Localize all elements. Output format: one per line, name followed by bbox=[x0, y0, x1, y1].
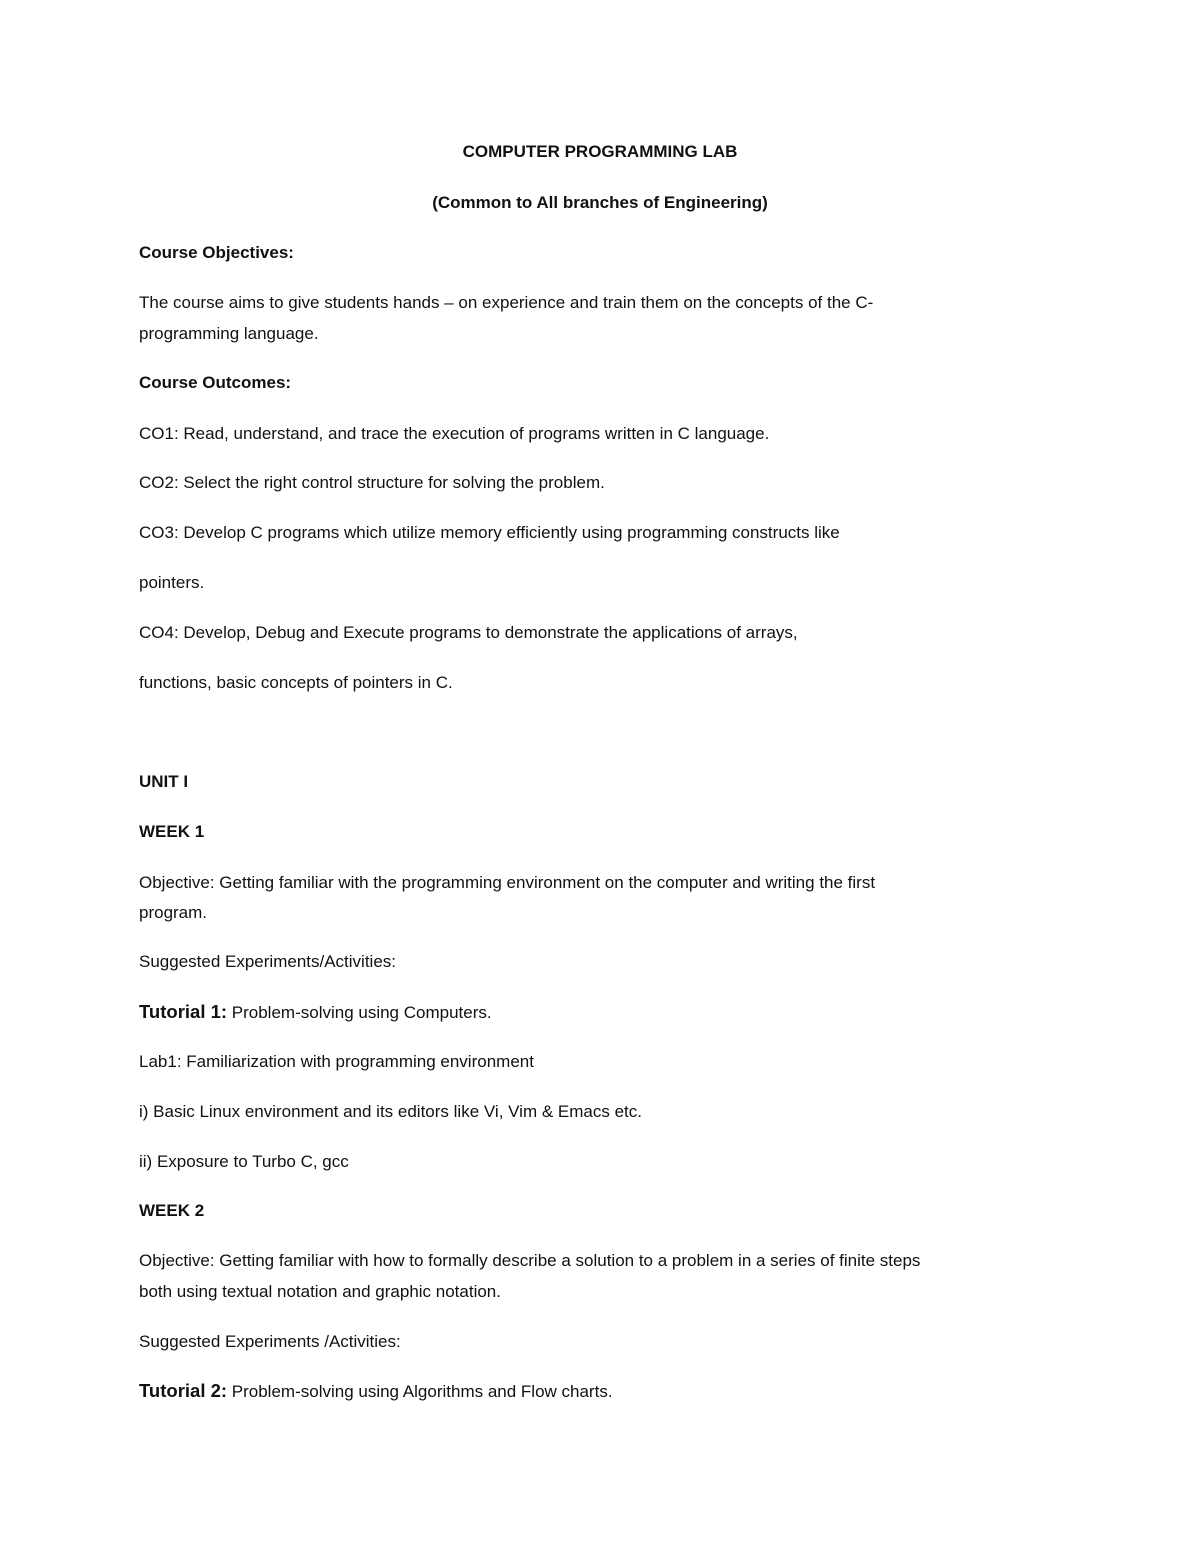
outcome-co1: CO1: Read, understand, and trace the execution of programs written in C language. bbox=[139, 424, 770, 443]
unit-heading: UNIT I bbox=[139, 772, 189, 791]
week1-tutorial bbox=[139, 997, 1079, 1028]
week1-objective-line2: program. bbox=[139, 903, 208, 922]
week2-tutorial-label: Tutorial 2: bbox=[139, 1380, 228, 1401]
document-subtitle: (Common to All branches of Engineering) bbox=[432, 193, 768, 212]
outcome-co3-line2: pointers. bbox=[139, 573, 205, 592]
week2-objective-line2: both using textual notation and graphic notation. bbox=[139, 1282, 501, 1301]
week1-heading: WEEK 1 bbox=[139, 822, 205, 841]
outcomes-heading: Course Outcomes: bbox=[139, 373, 292, 392]
outcome-co4-line2: functions, basic concepts of pointers in C. bbox=[139, 673, 453, 692]
week2-objective-line1: Objective: Getting familiar with how to formally describe a solution to a problem in a series of finite steps bbox=[139, 1251, 921, 1270]
week2-heading: WEEK 2 bbox=[139, 1201, 205, 1220]
week1-tutorial-label: Tutorial 1: bbox=[139, 1001, 228, 1022]
outcome-co2: CO2: Select the right control structure for solving the problem. bbox=[139, 473, 605, 492]
week1-tutorial-text: Problem-solving using Computers. bbox=[227, 1003, 492, 1022]
objectives-text-line2: programming language. bbox=[139, 324, 319, 343]
week1-suggested: Suggested Experiments/Activities: bbox=[139, 952, 397, 971]
week1-lab: Lab1: Familiarization with programming environment bbox=[139, 1052, 534, 1071]
week2-suggested: Suggested Experiments /Activities: bbox=[139, 1332, 401, 1351]
week1-objective-line1: Objective: Getting familiar with the programming environment on the computer and writing the first bbox=[139, 873, 876, 892]
document-title: COMPUTER PROGRAMMING LAB bbox=[462, 142, 738, 161]
week1-item1: i) Basic Linux environment and its editors like Vi, Vim & Emacs etc. bbox=[139, 1102, 642, 1121]
week2-tutorial-text: Problem-solving using Algorithms and Flow charts. bbox=[227, 1382, 613, 1401]
week1-item2: ii) Exposure to Turbo C, gcc bbox=[139, 1152, 349, 1171]
objectives-heading: Course Objectives: bbox=[139, 243, 294, 262]
objectives-text-line1: The course aims to give students hands – on experience and train them on the concepts of the C- bbox=[139, 293, 874, 312]
outcome-co4-line1: CO4: Develop, Debug and Execute programs to demonstrate the applications of arrays, bbox=[139, 623, 798, 642]
outcome-co3-line1: CO3: Develop C programs which utilize memory efficiently using programming constructs like bbox=[139, 523, 840, 542]
week2-tutorial bbox=[139, 1376, 1079, 1407]
